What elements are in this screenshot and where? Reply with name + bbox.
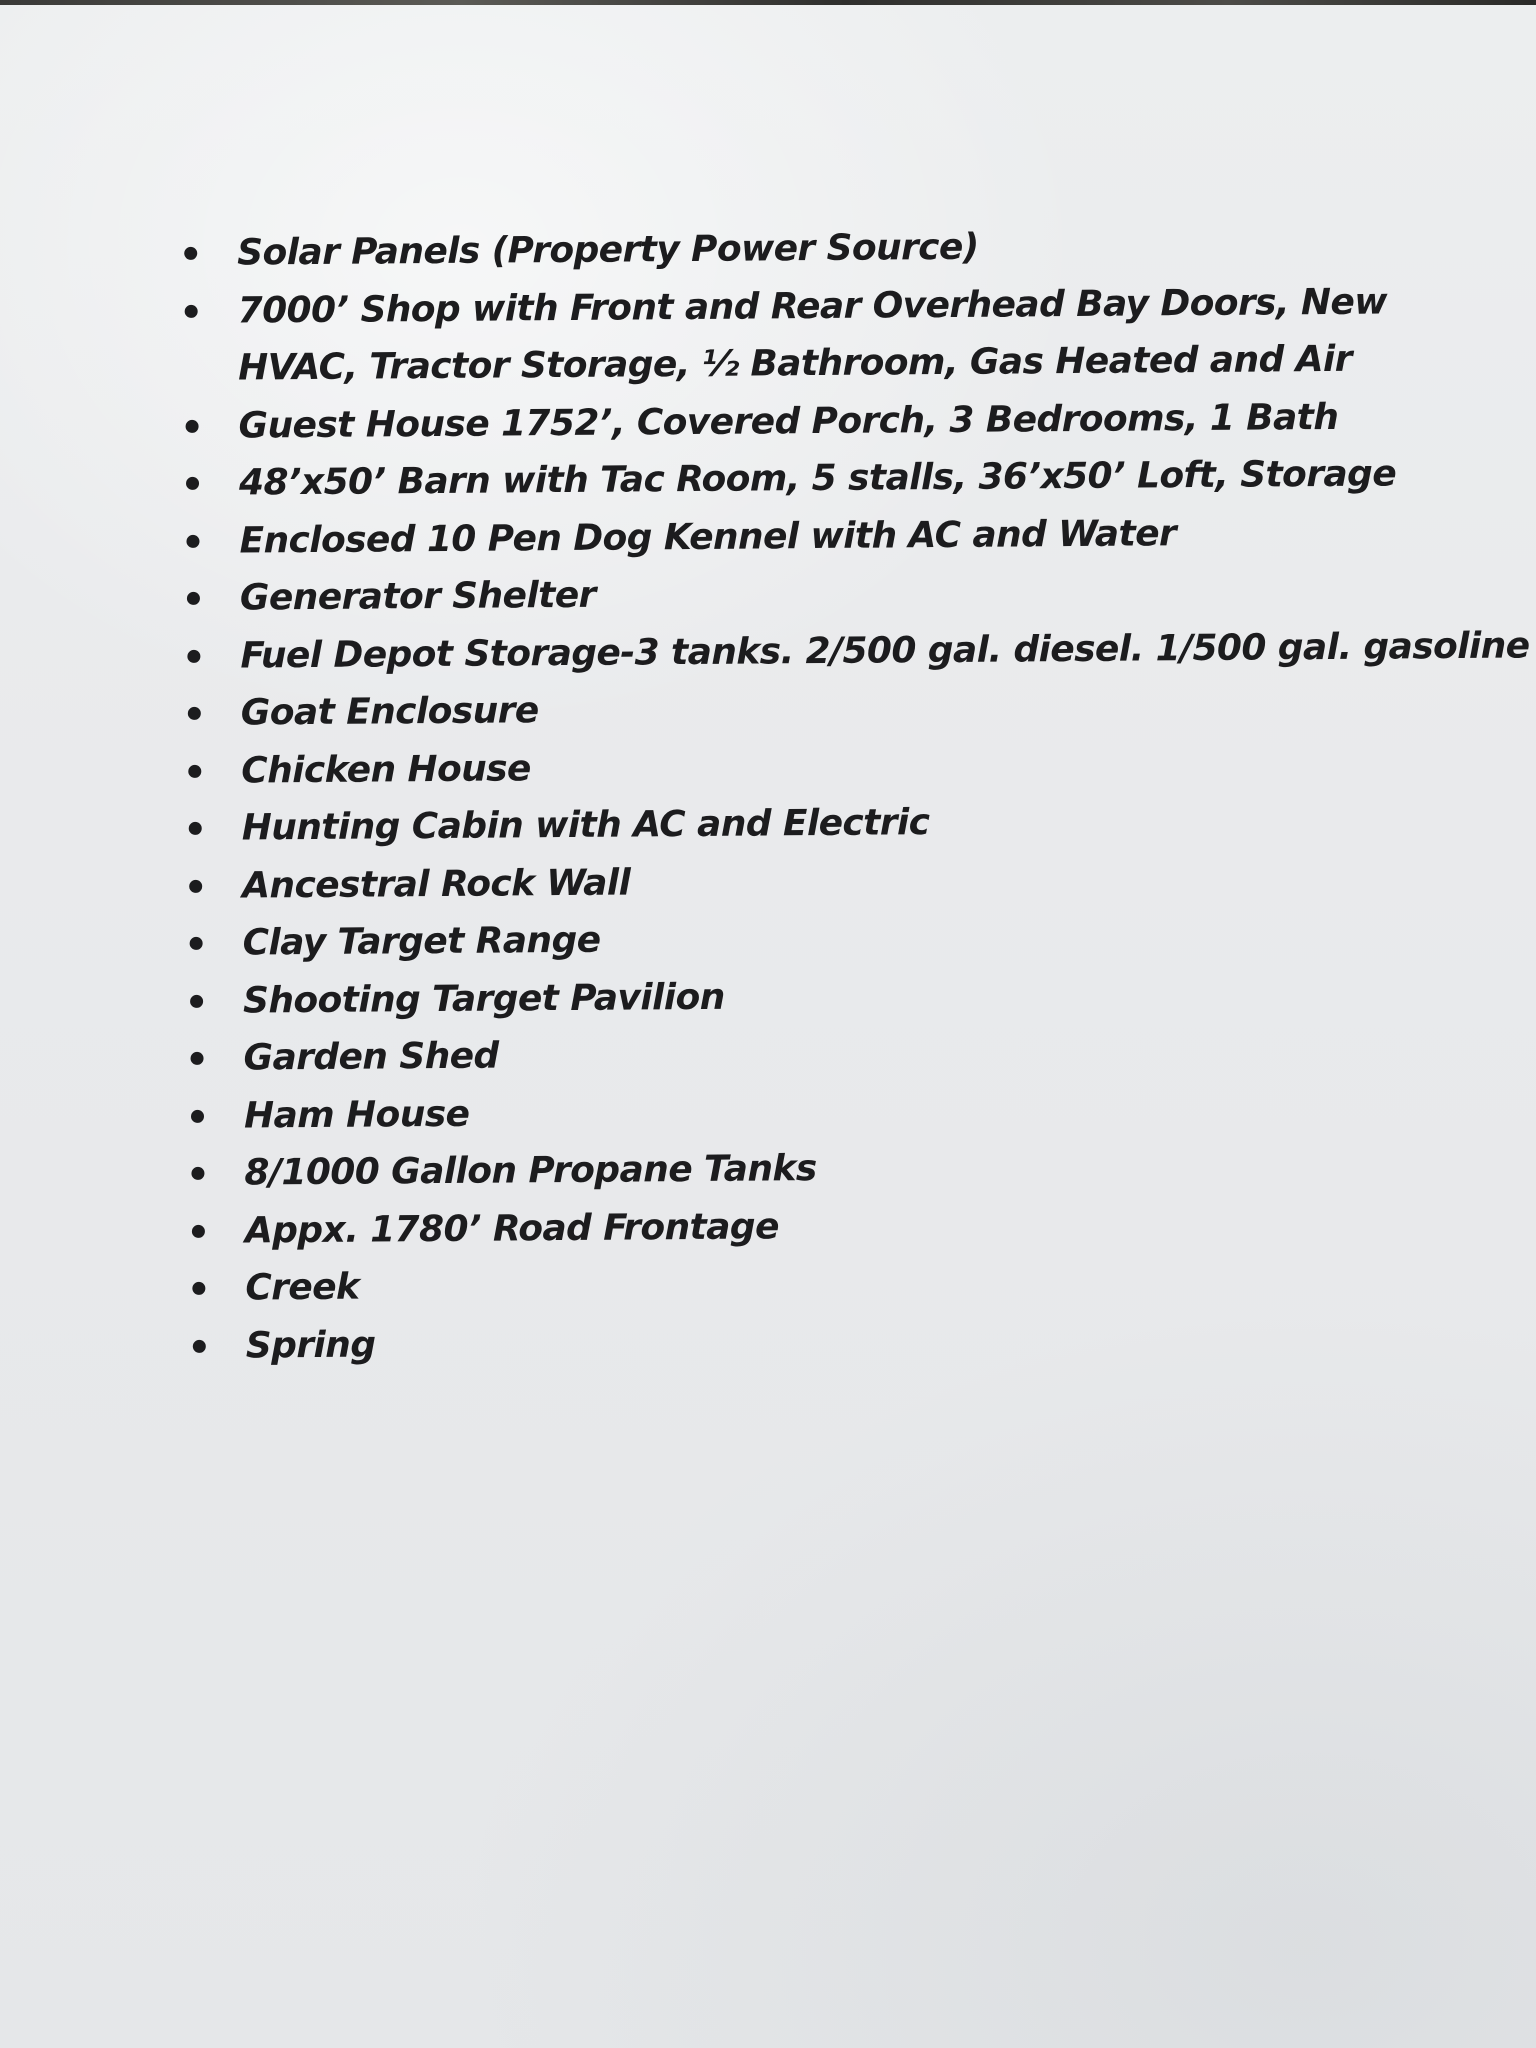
list-item-text: Ancestral Rock Wall bbox=[242, 861, 631, 907]
bullet-icon bbox=[189, 879, 202, 892]
paper-sheet bbox=[0, 5, 1536, 2048]
list-item bbox=[184, 733, 1424, 800]
list-item bbox=[183, 618, 1530, 685]
list-item-text: Creek bbox=[245, 1266, 360, 1309]
bullet-icon bbox=[188, 707, 201, 720]
list-item-text: Solar Panels (Property Power Source) bbox=[237, 226, 979, 274]
list-item-text: Spring bbox=[245, 1324, 376, 1367]
list-item-text: Chicken House bbox=[241, 747, 531, 792]
list-item-text: Generator Shelter bbox=[239, 574, 596, 619]
list-item bbox=[188, 1193, 1428, 1260]
list-item bbox=[189, 1308, 1429, 1375]
list-item bbox=[187, 1135, 1427, 1202]
bullet-icon bbox=[188, 764, 201, 777]
bullet-icon bbox=[192, 1224, 205, 1237]
bullet-icon bbox=[186, 534, 199, 547]
list-item-text: Garden Shed bbox=[243, 1035, 499, 1079]
bullet-icon bbox=[184, 247, 197, 260]
bullet-icon bbox=[191, 1167, 204, 1180]
list-item-text: Fuel Depot Storage-3 tanks. 2/500 gal. diesel. 1/500 gal. gasoline bbox=[240, 624, 1530, 677]
list-item bbox=[182, 503, 1422, 570]
bullet-icon bbox=[191, 1109, 204, 1122]
list-item bbox=[180, 215, 1420, 282]
bullet-icon bbox=[187, 592, 200, 605]
list-item-text: Clay Target Range bbox=[242, 919, 601, 964]
bullet-icon bbox=[186, 477, 199, 490]
list-item-text: Enclosed 10 Pen Dog Kennel with AC and Water bbox=[239, 512, 1177, 562]
list-item bbox=[185, 905, 1425, 972]
bullet-icon bbox=[193, 1339, 206, 1352]
bullet-icon bbox=[185, 304, 198, 317]
list-item bbox=[184, 675, 1424, 742]
list-item bbox=[183, 560, 1423, 627]
list-item bbox=[182, 445, 1422, 512]
list-item-text: 8/1000 Gallon Propane Tanks bbox=[244, 1148, 817, 1194]
list-item-text: Guest House 1752’, Covered Porch, 3 Bedrooms, 1 Bath bbox=[238, 396, 1339, 447]
bullet-icon bbox=[192, 1282, 205, 1295]
list-item bbox=[185, 790, 1425, 857]
list-item-text: Shooting Target Pavilion bbox=[242, 976, 725, 1022]
bullet-icon bbox=[189, 822, 202, 835]
property-feature-list bbox=[180, 215, 1530, 1375]
list-item bbox=[185, 848, 1425, 915]
list-item-text: 7000’ Shop with Front and Rear Overhead Bay Doors, New HVAC, Tractor Storage, ½ Bathroom, Gas Heated and Air bbox=[237, 281, 1388, 389]
list-item-text: 48’x50’ Barn with Tac Room, 5 stalls, 36’x50’ Loft, Storage bbox=[238, 453, 1397, 504]
bullet-icon bbox=[190, 937, 203, 950]
list-item bbox=[180, 273, 1421, 398]
bullet-icon bbox=[190, 1052, 203, 1065]
list-item bbox=[181, 388, 1421, 455]
list-item-text: Goat Enclosure bbox=[240, 690, 539, 734]
list-item bbox=[186, 963, 1426, 1030]
list-item-text: Appx. 1780’ Road Frontage bbox=[244, 1205, 779, 1252]
list-item-text: Hunting Cabin with AC and Electric bbox=[241, 802, 930, 849]
list-item-text: Ham House bbox=[243, 1093, 470, 1137]
list-item bbox=[188, 1250, 1428, 1317]
bullet-icon bbox=[190, 994, 203, 1007]
bullet-icon bbox=[187, 649, 200, 662]
list-item bbox=[187, 1078, 1427, 1145]
bullet-icon bbox=[186, 419, 199, 432]
list-item bbox=[186, 1020, 1426, 1087]
